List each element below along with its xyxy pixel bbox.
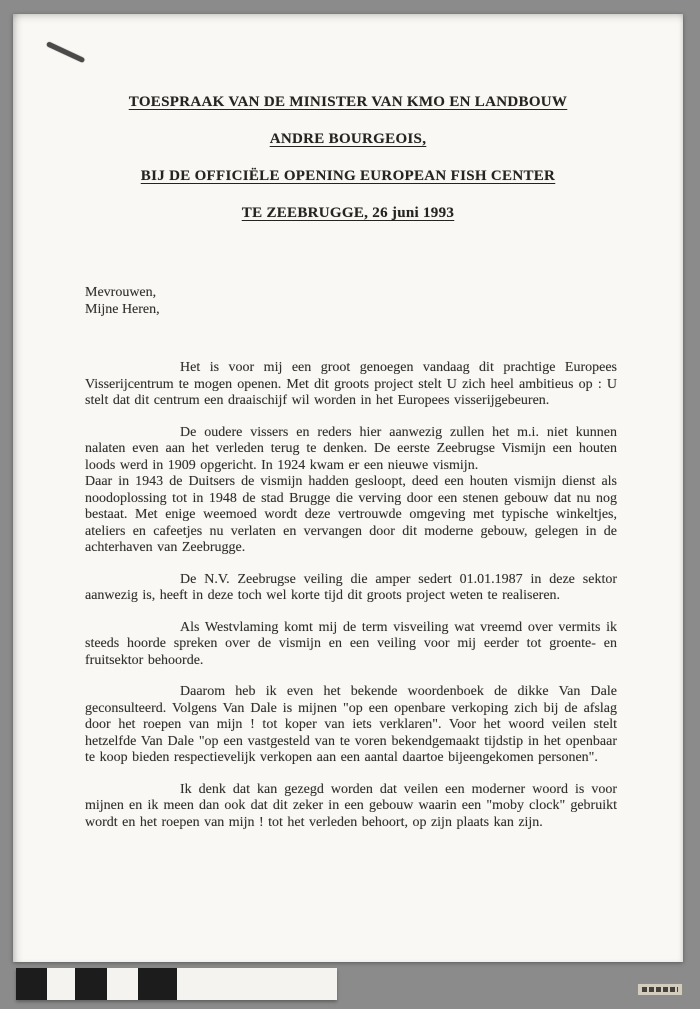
title-line-3: BIJ DE OFFICIËLE OPENING EUROPEAN FISH CENTER	[140, 168, 556, 184]
title-line-4: TE ZEEBRUGGE, 26 juni 1993	[241, 205, 455, 221]
calibration-black-square-1	[16, 968, 47, 1000]
salutation-line-1: Mevrouwen,	[85, 285, 157, 300]
document-page	[13, 14, 683, 962]
paragraph-6: Daarom heb ik even het bekende woordenboek de dikke Van Dale geconsulteerd. Volgens Van Dale is mijnen "op een openbare verkoping zich bij de afslag door het roepen van mijn ! tot koper van iets verklaren". Voor het woord veilen stelt hetzelfde Van Dale "op een vastgesteld van te voren bekendgemaakt tijdstip in het openbaar te koop bieden respectievelijk verkopen aan een aantal daartoe bijeengekomen personen".	[85, 684, 617, 765]
paragraph-4: De N.V. Zeebrugse veiling die amper sedert 01.01.1987 in deze sektor aanwezig is, heeft in deze toch wel korte tijd dit groots project weten te realiseren.	[85, 571, 617, 603]
paragraph-7: Ik denk dat kan gezegd worden dat veilen een moderner woord is voor mijnen en ik meen dan ook dat dit zeker in een gebouw waarin een "moby clock" gebruikt wordt en het roepen van mijn ! tot het verleden behoort, op zijn plaats kan zijn.	[85, 781, 617, 830]
scale-marker-dashes	[642, 987, 678, 992]
paragraph-3: Daar in 1943 de Duitsers de vismijn hadden gesloopt, deed een houten vismijn dienst als noodoplossing tot in 1948 de stad Brugge die verving door een stenen gebouw dat nu nog bestaat. Met enige weemoed wordt deze vertrouwde omgeving met typische winkeltjes, ateliers en cafeetjes nu verlaten en vervangen door dit moderne gebouw, gelegen in de achterhaven van Zeebrugge.	[85, 474, 617, 555]
title-line-1: TOESPRAAK VAN DE MINISTER VAN KMO EN LANDBOUW	[128, 94, 568, 110]
scale-marker	[637, 983, 683, 996]
calibration-black-square-3	[138, 968, 177, 1000]
letter-content	[85, 284, 617, 831]
salutation-line-2: Mijne Heren,	[85, 302, 160, 317]
paragraph-5: Als Westvlaming komt mij de term visveiling wat vreemd over vermits ik steeds hoorde spreken over de vismijn en een veiling voor mij eerder tot groente- en fruitsektor behoorde.	[85, 619, 617, 668]
title-line-2: ANDRE BOURGEOIS,	[269, 131, 427, 147]
document-body	[85, 360, 617, 831]
paragraph-1: Het is voor mij een groot genoegen vandaag dit prachtige Europees Visserijcentrum te mogen openen. Met dit groots project stelt U zich heel ambitieus op : U stelt dat dit centrum een draaischijf wil worden in het Europees visserijgebeuren.	[85, 360, 617, 408]
salutation	[85, 284, 617, 318]
calibration-white-square-2	[107, 968, 138, 1000]
calibration-white-square-1	[47, 968, 75, 1000]
document-title	[13, 14, 683, 221]
calibration-strip	[16, 968, 337, 1000]
paragraph-2: De oudere vissers en reders hier aanwezig zullen het m.i. niet kunnen nalaten even aan het verleden terug te denken. De eerste Zeebrugse Vismijn een houten loods werd in 1909 opgericht. In 1924 kwam er een nieuwe vismijn.	[85, 424, 617, 473]
calibration-white-bar	[177, 968, 337, 1000]
calibration-black-square-2	[75, 968, 107, 1000]
